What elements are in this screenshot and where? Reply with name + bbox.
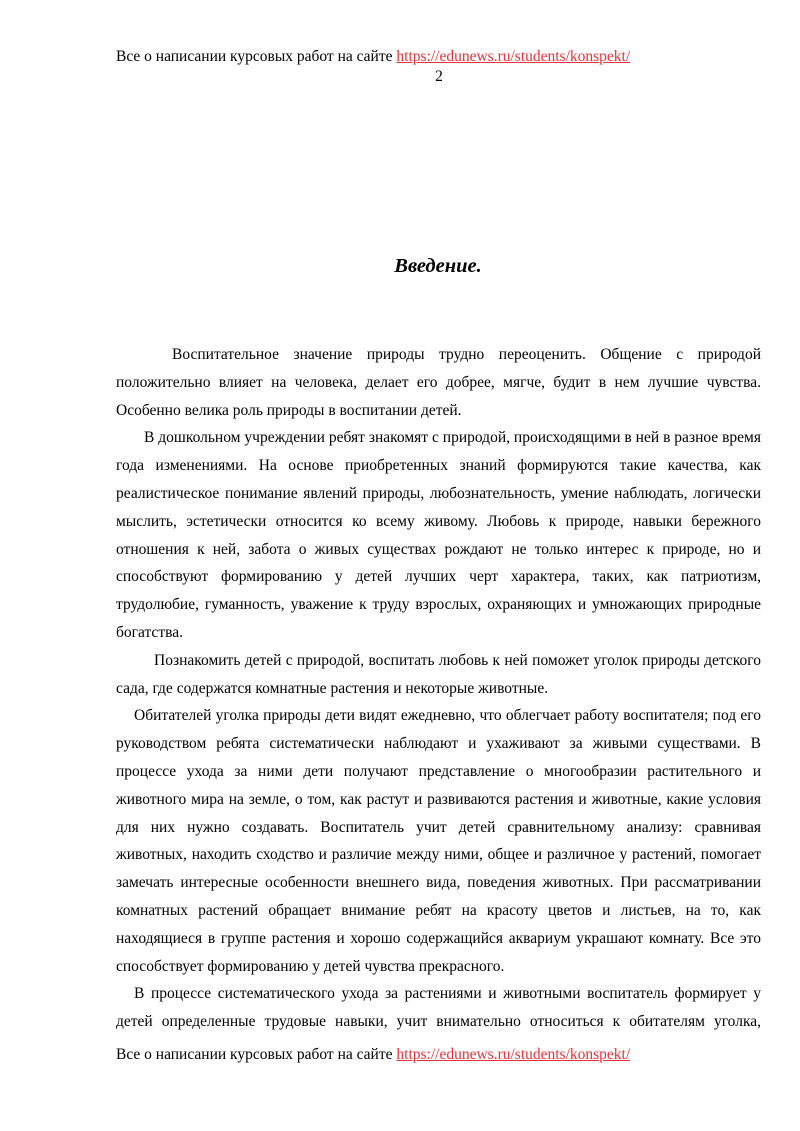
body-text — [116, 341, 761, 1036]
paragraph: Воспитательное значение природы трудно переоценить. Общение с природой положительно влияет на человека, делает его добрее, мягче, будит в нем лучшие чувства. Особенно велика роль природы в воспитании детей. — [116, 346, 761, 419]
paragraph: В процессе систематического ухода за растениями и животными воспитатель формирует у детей определенные трудовые навыки, учит внимательно относиться к обитателям уголка, — [116, 985, 761, 1031]
footer-text: Все о написании курсовых работ на сайте — [116, 1046, 397, 1063]
footer-link[interactable]: https://edunews.ru/students/konspekt/ — [396, 1046, 631, 1063]
page-header — [116, 47, 630, 67]
paragraph: Обитателей уголка природы дети видят ежедневно, что облегчает работу воспитателя; под его руководством ребята систематически наблюдают и ухаживают за живыми существами. В процессе ухода за ними дети получают представление о многообразии растительного и животного мира на земле, о том, как растут и развиваются растения и животные, какие условия для них нужно создавать. Воспитатель учит детей сравнительному анализу: сравнивая животных, находить сходство и различие между ними, общее и различное у растений, помогает замечать интересные особенности внешнего вида, поведения животных. При рассматривании комнатных растений обращает внимание ребят на красоту цветов и листьев, на то, как находящиеся в группе растения и хорошо содержащийся аквариум украшают комнату. Все это способствует формированию у детей чувства прекрасного. — [116, 707, 761, 975]
paragraph: В дошкольном учреждении ребят знакомят с природой, происходящими в ней в разное время года изменениями. На основе приобретенных знаний формируются такие качества, как реалистическое понимание явлений природы, любознательность, умение наблюдать, логически мыслить, эстетически относится ко всему живому. Любовь к природе, навыки бережного отношения к ней, забота о живых существах рождают не только интерес к природе, но и способствуют формированию у детей лучших черт характера, таких, как патриотизм, трудолюбие, гуманность, уважение к труду взрослых, охраняющих и умножающих природные богатства. — [116, 429, 761, 641]
section-title: Введение. — [394, 255, 482, 277]
page-number: 2 — [435, 68, 443, 85]
header-text: Все о написании курсовых работ на сайте — [116, 48, 397, 65]
page-footer — [116, 1045, 630, 1065]
header-link[interactable]: https://edunews.ru/students/konspekt/ — [396, 48, 631, 65]
paragraph: Познакомить детей с природой, воспитать любовь к ней поможет уголок природы детского сада, где содержатся комнатные растения и некоторые животные. — [116, 651, 761, 697]
